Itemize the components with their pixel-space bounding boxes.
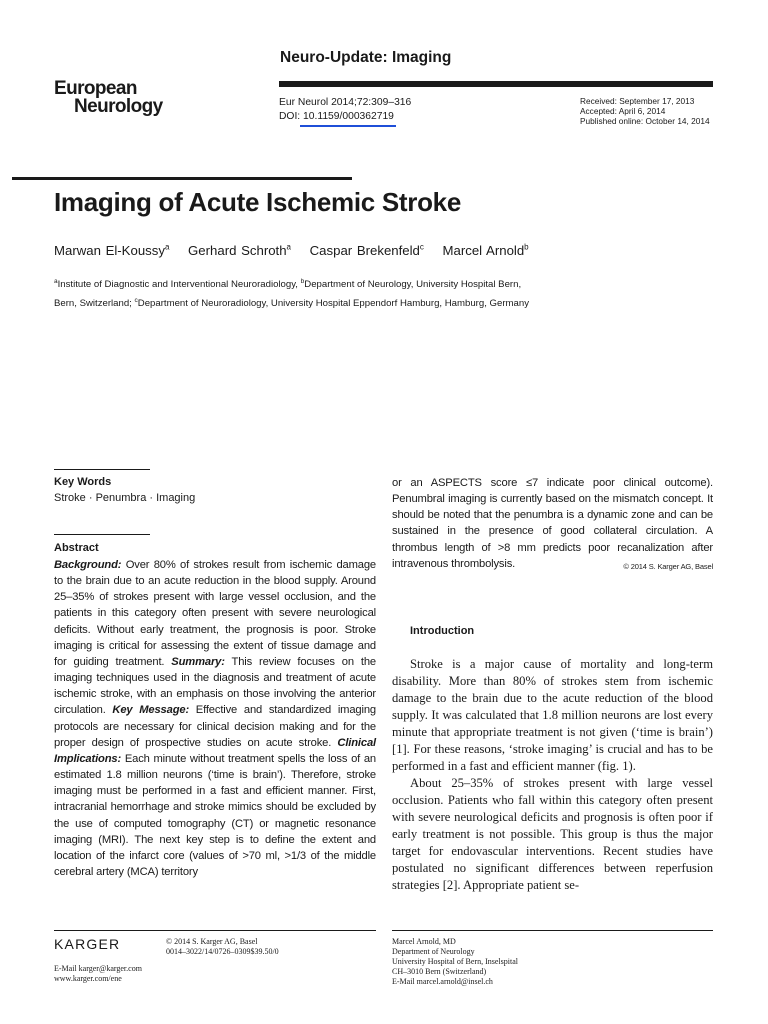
accepted-date: Accepted: April 6, 2014 bbox=[580, 106, 666, 116]
keywords-text: Stroke · Penumbra · Imaging bbox=[54, 492, 196, 504]
logo-line-2: Neurology bbox=[74, 96, 163, 117]
series-title: Neuro-Update: Imaging bbox=[280, 49, 452, 66]
keywords-rule bbox=[54, 469, 150, 470]
abstract-text: Background: Over 80% of strokes result from ischemic damage to the brain due to an acute reduction in the blood supply. Around 25–35% of strokes present with large vessel occlusion, and the patients in this category often present with severe neurological deficits. Without early treatment, the prognosis is poor. Stroke imaging is critical for assessing the extent of tissue damage and for guiding treatment. Summary: This review focuses on the imaging techniques used in the diagnosis and treatment of acute ischemic stroke, with an emphasis on those involving the anterior circulation. Key Message: Effective and standardized imaging protocols are necessary for clinical decision making and for the proper design of prospective studies on acute stroke. Clinical Implications: Each minute without treatment spells the loss of an estimated 1.8 million neurons (‘time is brain’). Therefore, stroke imaging must be performed in a fast and efficient manner. First, intracranial hemorrhage and stroke mimics should be excluded by the use of computed tomography (CT) or magnetic resonance imaging (MRI). The next key step is to define the extent and location of the infarct core (values of >70 ml, >1/3 of the middle cerebral artery (MCA) territory bbox=[54, 559, 376, 878]
publisher-email[interactable]: E-Mail karger@karger.com bbox=[54, 964, 142, 973]
footer-rule-left bbox=[54, 930, 376, 931]
author: Marwan El-Koussy$^a$ bbox=[54, 243, 170, 259]
dates-block bbox=[580, 96, 710, 126]
article-title: Imaging of Acute Ischemic Stroke bbox=[54, 187, 461, 217]
paragraph: Stroke is a major cause of mortality and long-term disability. More than 80% of strokes stem from ischemic damage to the brain due to the acute reduction of the blood supply. It was calculated that 1.8 million neurons are lost every minute that appropriate treatment is not given (‘time is brain’) [1]. For these reasons, ‘stroke imaging’ is crucial and has to be performed in a fast and efficient manner (fig. 1). bbox=[392, 657, 713, 773]
author: Marcel Arnold$^b$ bbox=[442, 243, 529, 259]
logo-line-1: European bbox=[54, 78, 137, 99]
abstract-rule bbox=[54, 534, 150, 535]
introduction-body bbox=[392, 656, 713, 894]
author-list bbox=[54, 243, 529, 258]
published-date: Published online: October 14, 2014 bbox=[580, 116, 710, 126]
author: Gerhard Schroth$^a$ bbox=[188, 243, 291, 259]
footer-rule-right bbox=[392, 930, 713, 931]
journal-logo bbox=[54, 80, 163, 116]
footer-copyright: © 2014 S. Karger AG, Basel 0014–3022/14/0726–0309$39.50/0 bbox=[166, 937, 279, 956]
title-rule bbox=[12, 177, 352, 180]
affiliations: $^a$Institute of Diagnostic and Interventional Neuroradiology, $^b$Department of Neurology, University Hospital Bern, Bern, Switzerland; $^c$Department of Neuroradiology, University Hospital Eppendorf Hamburg, Hamburg, Germany bbox=[54, 278, 529, 310]
keywords-heading: Key Words bbox=[54, 476, 112, 488]
doi-label: DOI: bbox=[279, 111, 301, 122]
correspondence: Marcel Arnold, MD Department of Neurology University Hospital of Bern, Inselspital CH–3010 Bern (Switzerland) E-Mail marcel.arnold@insel.ch bbox=[392, 937, 518, 986]
citation: Eur Neurol 2014;72:309–316 bbox=[279, 97, 412, 108]
publisher-contact bbox=[54, 964, 142, 984]
author: Caspar Brekenfeld$^c$ bbox=[309, 243, 424, 259]
introduction-heading: Introduction bbox=[410, 625, 475, 637]
header-rule bbox=[279, 81, 713, 87]
publisher-website[interactable]: www.karger.com/ene bbox=[54, 974, 122, 983]
abstract-heading: Abstract bbox=[54, 542, 99, 554]
abstract-copyright: © 2014 S. Karger AG, Basel bbox=[623, 561, 713, 571]
paragraph: About 25–35% of strokes present with large vessel occlusion. Patients who fall within this category often present with severe neurological deficits and prognosis is often poor if early treatment is not possible. This group is thus the major target for endovascular interventions. Recent studies have postulated no significant differences between reperfusion strategies [2]. Appropriate patient se- bbox=[392, 776, 713, 892]
publisher-logo: KARGER bbox=[54, 936, 121, 952]
doi-line bbox=[279, 110, 411, 124]
abstract-continued: or an ASPECTS score ≤7 indicate poor clinical outcome). Penumbral imaging is currently based on the mismatch concept. It should be noted that the penumbra is a dynamic zone and can be sustained in the presence of good collateral circulation. A thrombus length of >8 mm predicts poor recanalization after intravenous thrombolysis. © 2014 S. Karger AG, Basel bbox=[392, 475, 713, 575]
correspondence-email[interactable]: E-Mail marcel.arnold@insel.ch bbox=[392, 977, 493, 986]
received-date: Received: September 17, 2013 bbox=[580, 96, 695, 106]
doi-link[interactable]: 10.1159/000362719 bbox=[303, 111, 394, 122]
doi-underline bbox=[300, 125, 396, 127]
citation-block bbox=[279, 96, 411, 124]
